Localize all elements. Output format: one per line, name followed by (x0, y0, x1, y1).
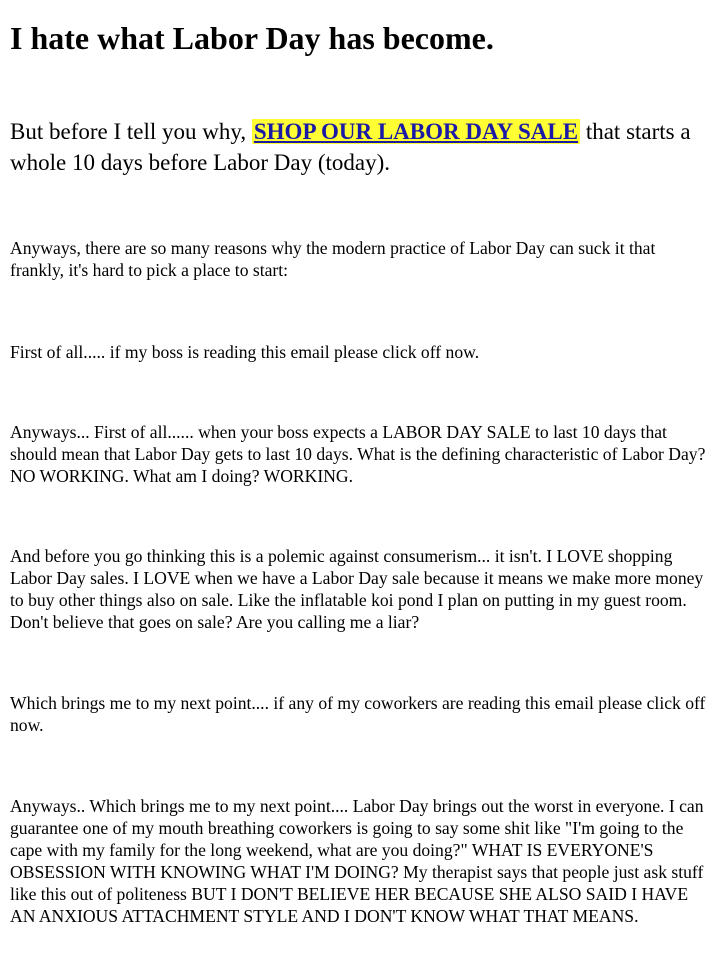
paragraph-reasons: Anyways, there are so many reasons why the modern practice of Labor Day can suck it that frankly, it's hard to pick a place to start: (10, 238, 656, 280)
paragraph-boss-warning: First of all..... if my boss is reading this email please click off now. (10, 342, 480, 362)
intro-text-after: that starts a whole 10 days before Labor Day (today). (10, 119, 691, 175)
paragraph-ten-days: Anyways... First of all...... when your boss expects a LABOR DAY SALE to last 10 days that should mean that Labor Day gets to last 10 days. What is the defining characteristic of Labor Day? NO WORKING. What am I doing? WORKING. (10, 422, 706, 486)
email-headline: I hate what Labor Day has become. (10, 20, 494, 56)
paragraph-consumerism: And before you go thinking this is a polemic against consumerism... it isn't. I LOVE shopping Labor Day sales. I LOVE when we have a Labor Day sale because it means we make more money to buy other things also on sale. Like the inflatable koi pond I plan on putting in my guest room. Don't believe that goes on sale? Are you calling me a liar? (10, 546, 704, 632)
intro-text-before: But before I tell you why, (10, 119, 252, 144)
paragraph-coworkers-warning: Which brings me to my next point.... if any of my coworkers are reading this email please click off now. (10, 693, 706, 735)
intro-paragraph (10, 116, 710, 178)
paragraph-worst-in-everyone: Anyways.. Which brings me to my next point.... Labor Day brings out the worst in everyone. I can guarantee one of my mouth breathing coworkers is going to say some shit like "I'm going to the cape with my family for the long weekend, what are you doing?" WHAT IS EVERYONE'S OBSESSION WITH KNOWING WHAT I'M DOING? My therapist says that people just ask stuff like this out of politeness BUT I DON'T BELIEVE HER BECAUSE SHE ALSO SAID I HAVE AN ANXIOUS ATTACHMENT STYLE AND I DON'T KNOW WHAT THAT MEANS. (10, 796, 704, 926)
shop-sale-link[interactable]: SHOP OUR LABOR DAY SALE (253, 119, 579, 144)
